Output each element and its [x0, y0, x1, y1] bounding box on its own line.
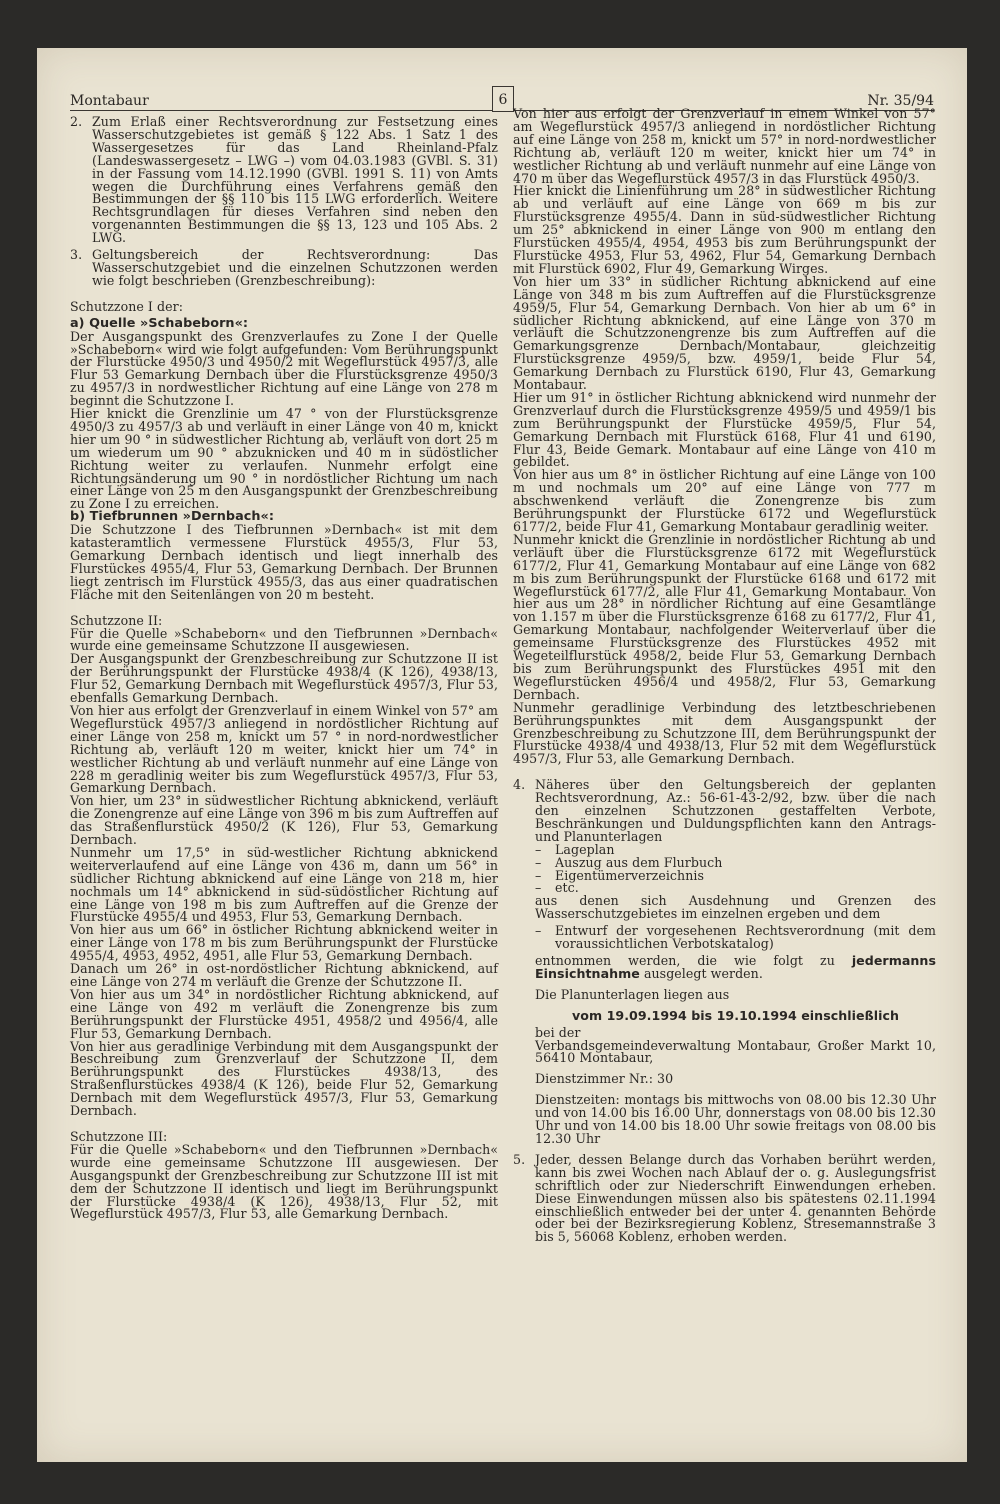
paragraph: Nunmehr um 17,5° in süd-westlicher Richtung abknickend weiterverlaufend auf eine Länge von 436 m, dann um 56° in südlicher Richtung abknickend auf eine Länge von 218 m, hier nochmals um 14° abknickend in süd-südöstlicher Richtung auf eine Länge von 198 m bis zum Auftreffen auf die Grenze der Flurstücke 4955/4 und 4953, Flur 53, Gemarkung Dernbach. — [70, 844, 498, 925]
paragraph: aus denen sich Ausdehnung und Grenzen des Wasserschutzgebietes im einzelnen ergeben und dem — [535, 893, 936, 922]
paragraph: Für die Quelle »Schabeborn« und den Tiefbrunnen »Dernbach« wurde eine gemeinsame Schutzzone III ausgewiesen. Der Ausgangspunkt der Grenzbeschreibung zur Schutzzone III ist mit dem der Schutzzone II identisch und liegt im Berührungspunkt der Flurstücke 4938/4 (K 126), 4938/13, Flur 52, mit Wegeflurstück 4957/3, Flur 53, alle Gemarkung Dernbach. — [70, 1141, 498, 1222]
zone1a-heading: a) Quelle »Schabeborn«: — [70, 315, 249, 331]
newspaper-page — [37, 48, 967, 1462]
room-number: Dienstzimmer Nr.: 30 — [535, 1071, 674, 1087]
item-number: 5. — [513, 1151, 526, 1167]
paragraph: Der Ausgangspunkt des Grenzverlaufes zu Zone I der Quelle »Schabeborn« wird wie folgt aufgefunden: Vom Berührungspunkt der Flurstücke 4950/3 und 4950/2 mit Wegeflurstück 4957/3, alle Flur 53 Gemarkung Dernbach über die Flurstücksgrenze 4950/3 zu 4957/3 in nordwestlicher Richtung auf eine Länge von 278 m beginnt die Schutzzone I. — [70, 328, 498, 409]
list-item: – Entwurf der vorgesehenen Rechtsverordnung (mit dem voraussichtlichen Verbotskatalog) — [535, 923, 936, 952]
item-number: 3. — [70, 247, 83, 263]
paragraph: Von hier aus erfolgt der Grenzverlauf in einem Winkel von 57° am Wegeflurstück 4957/3 anliegend in nordöstlicher Richtung auf eine Länge von 258 m, knickt um 57° in nord-nordwestlicher Richtung ab, verläuft 120 m weiter, knickt hier um 74° in westlicher Richtung ab und verläuft nunmehr auf eine Länge von 470 m über das Wegeflurstück 4957/3 in das Flurstück 4950/3. — [513, 106, 936, 186]
paragraph: Von hier aus um 8° in östlicher Richtung auf eine Länge von 100 m und nochmals um 20° auf eine Länge von 777 m abschwenkend verläuft die Zonengrenze bis zum Berührungspunkt der Flurstücke 6172 und Wegeflurstück 6177/2, beide Flur 41, Gemarkung Montabaur geradlinig weiter. — [513, 467, 936, 534]
paragraph: bei der — [535, 1024, 581, 1040]
paragraph: Von hier um 33° in südlicher Richtung abknickend auf eine Länge von 348 m bis zum Auftreffen auf die Flurstücksgrenze 4959/5, Flur 54, Gemarkung Dernbach. Von hier ab um 6° in südlicher Richtung abknickend, auf eine Länge von 370 m verläuft die Schutzzonengrenze bis zum Auftreffen auf die Gemarkungsgrenze Dernbach/Montabaur, gleichzeitig Flurstücksgrenze 4959/5, bzw. 4959/1, beide Flur 54, Gemarkung Dernbach zu Flurstück 6190, Flur 43, Gemarkung Montabaur. — [513, 273, 936, 393]
item-text: Jeder, dessen Belange durch das Vorhaben berührt werden, kann bis zwei Wochen nach Ablauf der o. g. Auslegungsfrist schriftlich oder zur Niederschrift Einwendungen erheben. Diese Einwendungen müssen also bis spätestens 02.11.1994 einschließlich entweder bei der unter 4. genannten Behörde oder bei der Bezirksregierung Koblenz, Stresemannstraße 3 bis 5, 56068 Koblenz, erhoben werden. — [535, 1151, 936, 1245]
item-number: 4. — [513, 777, 526, 793]
paragraph: Von hier aus erfolgt der Grenzverlauf in einem Winkel von 57° am Wegeflurstück 4957/3 anliegend in nordöstlicher Richtung auf einer Länge von 258 m, knickt um 57 ° in nord-nordwestlicher Richtung ab, verläuft 120 m weiter, knickt hier um 74° in westlicher Richtung ab und verläuft nunmehr auf eine Länge von 228 m geradlinig weiter bis zum Wegeflurstück 4957/3, Flur 53, Gemarkung Dernbach. — [70, 702, 498, 796]
header-location: Montabaur — [70, 93, 149, 109]
plans-intro: Die Planunterlagen liegen aus — [535, 986, 730, 1002]
page-number: 6 — [492, 86, 514, 112]
item-4 — [513, 779, 936, 844]
item-text: Näheres über den Geltungsbereich der geplanten Rechtsverordnung, Az.: 56-61-43-2/92, bzw. über die nach den einzelnen Schutzzonen gestaffelten Verbote, Beschränkungen und Duldungspflichten kann den Antrags- und Planunterlagen — [535, 777, 936, 844]
paragraph: Von hier aus um 66° in östlicher Richtung abknickend weiter in einer Länge von 178 m bis zum Berührungspunkt der Flurstücke 4955/4, 4953, 4952, 4951, alle Flur 53, Gemarkung Dernbach. — [70, 922, 498, 964]
paragraph: entnommen werden, die wie folgt zu jedermanns Einsichtnahme ausgelegt werden. — [535, 953, 936, 981]
document-list — [513, 841, 936, 1146]
list-item: – Auszug aus dem Flurbuch — [535, 854, 723, 870]
plans-dates: vom 19.09.1994 bis 19.10.1994 einschließlich — [572, 1007, 899, 1023]
item-5 — [513, 1151, 936, 1245]
paragraph: Für die Quelle »Schabeborn« und den Tiefbrunnen »Dernbach« wurde eine gemeinsame Schutzzone II ausgewiesen. — [70, 625, 498, 654]
authority-address: Verbandsgemeindeverwaltung Montabaur, Großer Markt 10, 56410 Montabaur, — [535, 1037, 936, 1066]
zone1-title: Schutzzone I der: — [70, 298, 183, 314]
paragraph: Nunmehr geradlinige Verbindung des letztbeschriebenen Berührungspunktes mit dem Ausgangspunkt der Grenzbeschreibung zu Schutzzone III, dem Berührungspunkt der Flurstücke 4938/4 und 4938/13, Flur 52 mit dem Wegeflurstück 4957/3, Flur 53, alle Gemarkung Dernbach. — [513, 699, 936, 767]
zone3-title: Schutzzone III: — [70, 1128, 168, 1144]
paragraph: Der Ausgangspunkt der Grenzbeschreibung zur Schutzzone II ist der Berührungspunkt der Flurstücke 4938/4 (K 126), 4938/13, Flur 52, Gemarkung Dernbach mit Wegeflurstück 4957/3, Flur 53, ebenfalls Gemarkung Dernbach. — [70, 651, 498, 706]
paragraph: Die Schutzzone I des Tiefbrunnen »Dernbach« ist mit dem katasteramtlich vermessene Flurstück 4955/3, Flur 53, Gemarkung Dernbach identisch und liegt innerhalb des Flurstückes 4955/4, Flur 53, Gemarkung Dernbach. Der Brunnen liegt zentrisch im Flurstück 4955/3, das aus einer quadratischen Fläche mit den Seitenlängen von 20 m besteht. — [70, 522, 498, 602]
office-hours: Dienstzeiten: montags bis mittwochs von 08.00 bis 12.30 Uhr und von 14.00 bis 16.00 Uhr, donnerstags von 08.00 bis 12.30 Uhr und von 14.00 bis 18.00 Uhr sowie freitags von 08.00 bis 12.30 Uhr — [535, 1092, 936, 1146]
list-item: – Eigentümerverzeichnis — [535, 867, 704, 883]
paragraph: Hier knickt die Linienführung um 28° in südwestlicher Richtung ab und verläuft auf eine Länge von 669 m bis zur Flurstücksgrenze 4955/4. Dann in süd-südwestlicher Richtung um 25° abknickend in einer Länge von 900 m entlang den Flurstücken 4955/4, 4954, 4953 bis zum Berührungspunkt der Flurstücke 4953, Flur 53, 4962, Flur 54, Gemarkung Dernbach mit Flurstück 6902, Flur 49, Gemarkung Wirges. — [513, 183, 936, 276]
zone1b-heading: b) Tiefbrunnen »Dernbach«: — [70, 509, 275, 525]
item-3 — [70, 249, 498, 288]
item-number: 2. — [70, 114, 83, 129]
right-column — [513, 108, 936, 1244]
list-item: – etc. — [535, 880, 579, 896]
paragraph: Danach um 26° in ost-nordöstlicher Richtung abknickend, auf eine Länge von 274 m verläuft die Grenze der Schutzzone II. — [70, 961, 498, 989]
item-text: Geltungsbereich der Rechtsverordnung: Das Wasserschutzgebiet und die einzelnen Schutzzonen werden wie folgt beschrieben (Grenzbeschreibung): — [92, 247, 498, 288]
paragraph: Hier knickt die Grenzlinie um 47 ° von der Flurstücksgrenze 4950/3 zu 4957/3 ab und verläuft in einer Länge von 40 m, knickt hier um 90 ° in südwestlicher Richtung ab, verläuft von dort 25 m um wiederum um 90 ° abzuknicken und 40 m in südöstlicher Richtung weiter zu verlaufen. Nunmehr erfolgt eine Richtungsänderung um 90 ° in nordöstlicher Richtung um nach einer Länge von 25 m den Ausgangspunkt der Grenzbeschreibung zu Zone I zu erreichen. — [70, 406, 498, 512]
item-text: Zum Erlaß einer Rechtsverordnung zur Festsetzung eines Wasserschutzgebietes ist gemäß § 122 Abs. 1 Satz 1 des Wassergesetzes für das Land Rheinland-Pfalz (Landeswassergesetz – LWG –) vom 04.03.1983 (GVBl. S. 31) in der Fassung vom 14.12.1990 (GVBl. 1991 S. 11) von Amts wegen die Durchführung eines Verfahrens gemäß den Bestimmungen der §§ 110 bis 115 LWG erforderlich. Weitere Rechtsgrundlagen für dieses Verfahren sind neben den vorgenannten Bestimmungen die §§ 13, 123 und 105 Abs. 2 LWG. — [92, 114, 498, 246]
paragraph: Von hier, um 23° in südwestlicher Richtung abknickend, verläuft die Zonengrenze auf eine Länge von 396 m bis zum Auftreffen auf das Straßenflurstück 4950/2 (K 126), Flur 53, Gemarkung Dernbach. — [70, 793, 498, 848]
issue-number: Nr. 35/94 — [867, 93, 934, 109]
paragraph: Von hier aus um 34° in nordöstlicher Richtung abknickend, auf eine Länge von 492 m verläuft die Zonengrenze bis zum Berührungspunkt der Flurstücke 4951, 4958/2 und 4956/4, alle Flur 53, Gemarkung Dernbach. — [70, 986, 498, 1041]
paragraph: Hier um 91° in östlicher Richtung abknickend wird nunmehr der Grenzverlauf durch die Flurstücksgrenze 4959/5 und 4959/1 bis zum Berührungspunkt der Flurstücke 4959/5, Flur 54, Gemarkung Dernbach mit Flurstück 6168, Flur 41 und 6190, Flur 43, Beide Gemark. Montabaur auf eine Länge von 410 m gebildet. — [513, 389, 936, 470]
zone2-title: Schutzzone II: — [70, 612, 163, 628]
left-column — [70, 116, 498, 1221]
paragraph: Nunmehr knickt die Grenzlinie in nordöstlicher Richtung ab und verläuft über die Flurstücksgrenze 6172 mit Wegeflurstück 6177/2, Flur 41, Gemarkung Montabaur auf eine Länge von 682 m bis zum Berührungspunkt der Flurstücke 6168 und 6172 mit Wegeflurstück 6177/2, alle Flur 41, Gemarkung Montabaur. Von hier aus um 28° in nördlicher Richtung auf eine Gesamtlänge von 1.157 m über die Flurstücksgrenze 6168 zu 6177/2, Flur 41, Gemarkung Montabaur, nachfolgender Weiterverlauf über die gemeinsame Flurstücksgrenze des Flurstückes 4952 mit Wegeteilflurstück 4958/2, beide Flur 53, Gemarkung Dernbach bis zum Berührungspunkt des Flurstückes 4951 mit den Wegeflurstücken 4956/4 und 4958/2, Flur 53, Gemarkung Dernbach. — [513, 531, 936, 702]
list-item: – Lageplan — [535, 841, 615, 857]
paragraph: Von hier aus geradlinige Verbindung mit dem Ausgangspunkt der Beschreibung zum Grenzverlauf der Schutzzone II, dem Berührungspunkt des Flurstückes 4938/13, des Straßenflurstückes 4938/4 (K 126), beide Flur 52, Gemarkung Dernbach mit dem Wegeflurstück 4957/3, Flur 53, Gemarkung Dernbach. — [70, 1038, 498, 1119]
item-2 — [70, 116, 498, 245]
